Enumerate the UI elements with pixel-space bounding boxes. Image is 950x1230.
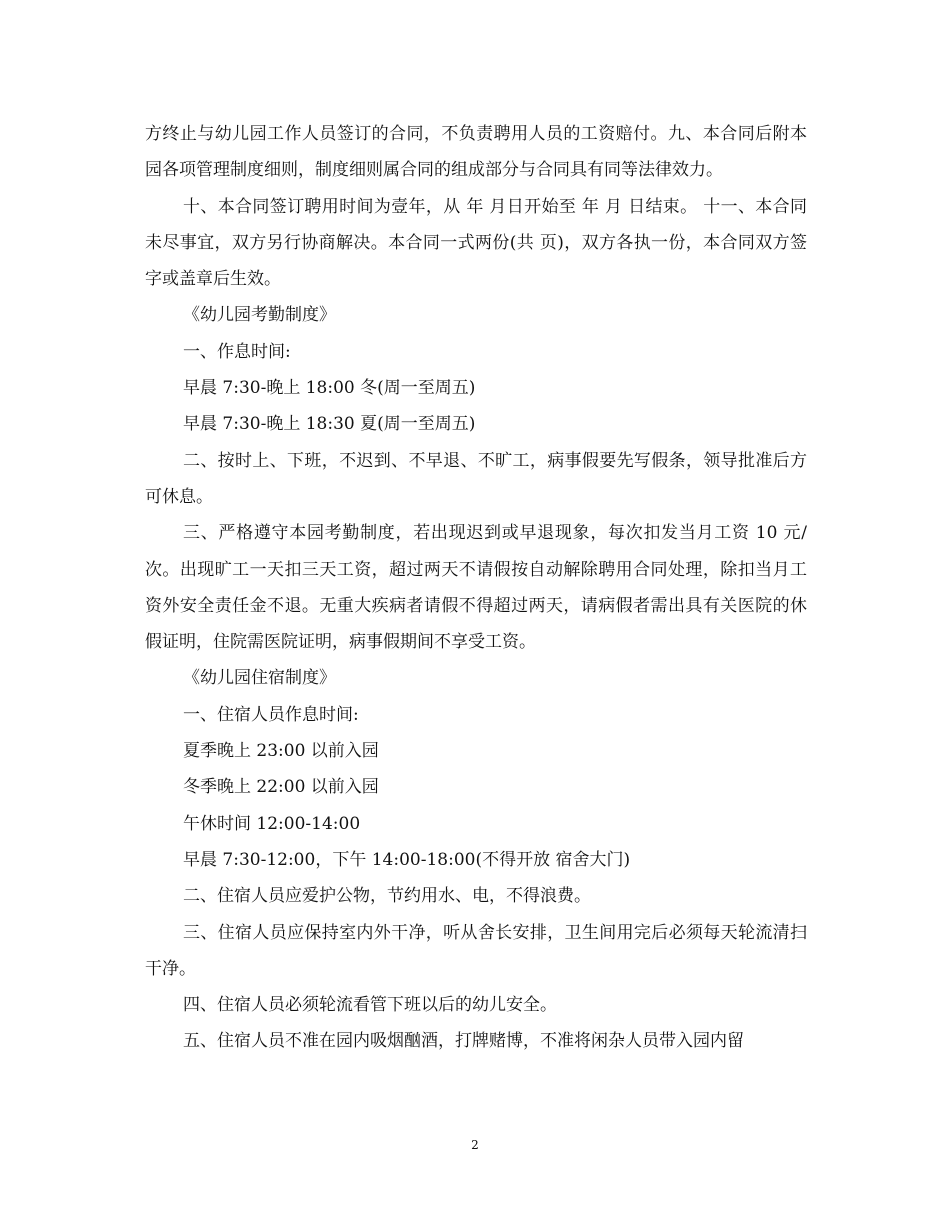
document-body bbox=[145, 116, 807, 1060]
dormitory-title: 《幼儿园住宿制度》 bbox=[183, 668, 336, 689]
day-hours: 早晨 7:30-12:00，下午 14:00-18:00(不得开放 宿舍大门) bbox=[183, 849, 631, 870]
winter-curfew: 冬季晚上 22:00 以前入园 bbox=[183, 777, 379, 798]
winter-hours: 早晨 7:30-晚上 18:00 冬(周一至周五) bbox=[183, 378, 476, 399]
dormitory-item-5: 五、住宿人员不准在园内吸烟酗酒，打牌赌博，不准将闲杂人员带入园内留 bbox=[183, 1031, 744, 1052]
dormitory-item-2: 二、住宿人员应爱护公物，节约用水、电，不得浪费。 bbox=[183, 886, 591, 907]
summer-hours: 早晨 7:30-晚上 18:30 夏(周一至周五) bbox=[183, 414, 476, 435]
attendance-title: 《幼儿园考勤制度》 bbox=[183, 305, 336, 326]
attendance-item-2: 二、按时上、下班，不迟到、不早退、不旷工，病事假要先写假条，领导批准后方可休息。 bbox=[145, 450, 807, 507]
dormitory-item-4: 四、住宿人员必须轮流看管下班以后的幼儿安全。 bbox=[183, 995, 557, 1016]
paragraph-2: 十、本合同签订聘用时间为壹年，从 年 月日开始至 年 月 日结束。 十一、本合同未尽事宜，双方另行协商解决。本合同一式两份(共 页)，双方各执一份，本合同双方签字或盖章后生效。 bbox=[145, 196, 807, 290]
paragraph-1: 方终止与幼儿园工作人员签订的合同，不负责聘用人员的工资赔付。九、本合同后附本园各项管理制度细则，制度细则属合同的组成部分与合同具有同等法律效力。 bbox=[145, 124, 807, 181]
nap-time: 午休时间 12:00-14:00 bbox=[183, 813, 361, 834]
page-number: 2 bbox=[471, 1138, 479, 1152]
attendance-item-3: 三、严格遵守本园考勤制度，若出现迟到或早退现象，每次扣发当月工资 10 元/次。出现旷工一天扣三天工资，超过两天不请假按自动解除聘用合同处理，除扣当月工资外安全责任金不退。无重大疾病者请假不得超过两天，请病假者需出具有关医院的休假证明，住院需医院证明，病事假期间不享受工资。 bbox=[145, 523, 807, 653]
attendance-item-1: 一、作息时间: bbox=[183, 341, 291, 362]
summer-curfew: 夏季晚上 23:00 以前入园 bbox=[183, 741, 379, 762]
dormitory-item-1: 一、住宿人员作息时间: bbox=[183, 704, 359, 725]
dormitory-item-3: 三、住宿人员应保持室内外干净，听从舍长安排，卫生间用完后必须每天轮流清扫干净。 bbox=[145, 922, 807, 979]
